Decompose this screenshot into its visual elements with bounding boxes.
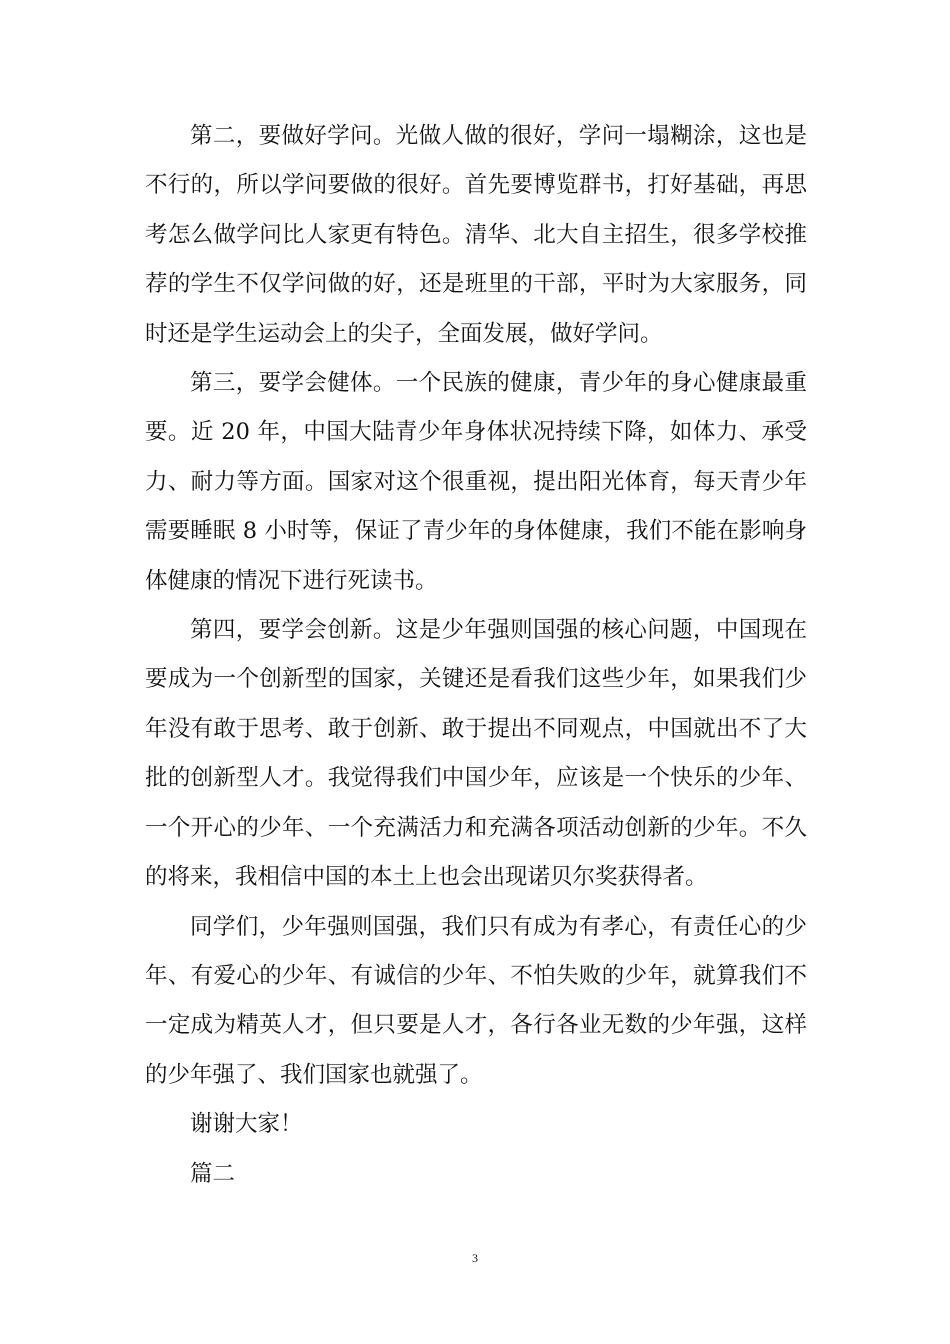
document-body (145, 112, 807, 1199)
paragraph-conclusion: 同学们，少年强则国强，我们只有成为有孝心，有责任心的少年、有爱心的少年、有诚信的少年、不怕失败的少年，就算我们不一定成为精英人才，但只要是人才，各行各业无数的少年强，这样的少年强了、我们国家也就强了。 (145, 913, 807, 1088)
paragraph-fitness: 第三，要学会健体。一个民族的健康，青少年的身心健康最重要。近 20 年，中国大陆青少年身体状况持续下降，如体力、承受力、耐力等方面。国家对这个很重视，提出阳光体育，每天青少年需要睡眠 8 小时等，保证了青少年的身体健康，我们不能在影响身体健康的情况下进行死读书。 (145, 370, 807, 594)
paragraph-learning: 第二，要做好学问。光做人做的很好，学问一塌糊涂，这也是不行的，所以学问要做的很好。首先要博览群书，打好基础，再思考怎么做学问比人家更有特色。清华、北大自主招生，很多学校推荐的学生不仅学问做的好，还是班里的干部，平时为大家服务，同时还是学生运动会上的尖子，全面发展，做好学问。 (145, 123, 807, 347)
closing-line: 谢谢大家！ (190, 1111, 303, 1138)
section-label: 篇二 (190, 1160, 236, 1187)
page-number: 3 (472, 1251, 478, 1265)
paragraph-innovation: 第四，要学会创新。这是少年强则国强的核心问题，中国现在要成为一个创新型的国家，关键还是看我们这些少年，如果我们少年没有敢于思考、敢于创新、敢于提出不同观点，中国就出不了大批的创新型人才。我觉得我们中国少年，应该是一个快乐的少年、一个开心的少年、一个充满活力和充满各项活动创新的少年。不久的将来，我相信中国的本土上也会出现诺贝尔奖获得者。 (145, 617, 807, 891)
